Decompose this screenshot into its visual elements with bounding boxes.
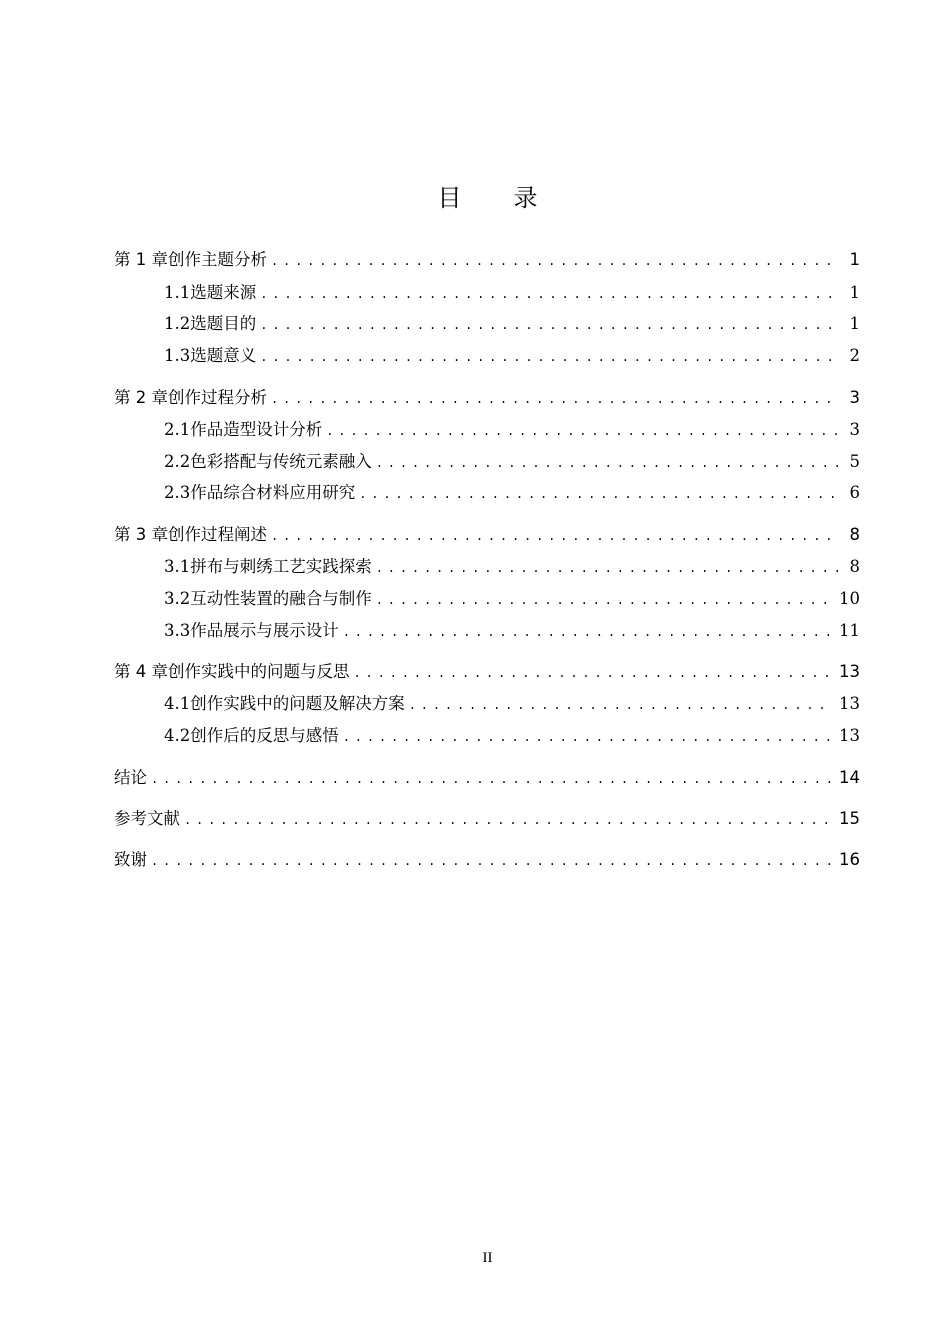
toc-entry-page: 3 [849, 388, 860, 407]
toc-entry-title: 作品造型设计分析 [190, 420, 323, 439]
toc-entry-number: 4.1 [164, 694, 191, 713]
toc-entry-page: 1 [849, 283, 860, 302]
toc-entry-page: 15 [839, 809, 860, 828]
toc-entry-title: 致谢 [114, 850, 147, 869]
toc-dot-leader [376, 451, 840, 475]
toc-entry-number: 3.3 [164, 621, 191, 640]
toc-section-entry[interactable] [114, 481, 860, 505]
toc-entry-title: 创作实践中的问题与反思 [168, 662, 350, 681]
toc-entry-title: 创作过程分析 [168, 388, 267, 407]
toc-dot-leader [260, 313, 840, 337]
toc-entry-number: 2.3 [164, 483, 191, 502]
toc-dot-leader [271, 249, 840, 273]
toc-entry-number: 4.2 [164, 726, 191, 745]
toc-entry-page: 6 [849, 483, 860, 502]
toc-entry-page: 8 [849, 525, 860, 544]
toc-chapter-entry[interactable] [114, 848, 860, 872]
toc-entry-page: 1 [849, 250, 860, 269]
toc-entry-title: 互动性装置的融合与制作 [190, 589, 372, 608]
toc-entry-title: 选题意义 [190, 346, 257, 365]
toc-entry-page: 13 [839, 726, 860, 745]
toc-section-entry[interactable] [114, 450, 860, 474]
toc-chapter-entry[interactable] [114, 386, 860, 410]
toc-chapter-entry[interactable] [114, 766, 860, 790]
toc-section-entry[interactable] [114, 418, 860, 442]
toc-dot-leader [359, 482, 840, 506]
toc-section-entry[interactable] [114, 344, 860, 368]
toc-entry-title: 色彩搭配与传统元素融入 [190, 452, 372, 471]
toc-entry-page: 1 [849, 314, 860, 333]
toc-entry-title: 创作后的反思与感悟 [190, 726, 339, 745]
toc-entry-title: 参考文献 [114, 809, 180, 828]
toc-entry-page: 10 [839, 589, 860, 608]
toc-entry-number: 第 1 章 [114, 250, 168, 269]
toc-dot-leader [151, 849, 833, 873]
toc-chapter-entry[interactable] [114, 523, 860, 547]
toc-dot-leader [260, 345, 840, 369]
toc-dot-leader [151, 767, 833, 791]
toc-entry-number: 2.1 [164, 420, 191, 439]
toc-entry-page: 3 [849, 420, 860, 439]
toc-entry-title: 拼布与刺绣工艺实践探索 [190, 557, 372, 576]
toc-dot-leader [409, 693, 833, 717]
toc-entry-title: 创作主题分析 [168, 250, 267, 269]
toc-section-entry[interactable] [114, 724, 860, 748]
toc-chapter-entry[interactable] [114, 807, 860, 831]
toc-entry-page: 13 [839, 662, 860, 681]
toc-entry-page: 13 [839, 694, 860, 713]
toc-entry-number: 3.1 [164, 557, 191, 576]
toc-dot-leader [376, 556, 840, 580]
toc-section-entry[interactable] [114, 692, 860, 716]
toc-section-entry[interactable] [114, 555, 860, 579]
toc-heading [0, 178, 950, 213]
toc-chapter-entry[interactable] [114, 248, 860, 272]
toc-entry-page: 2 [849, 346, 860, 365]
toc-entry-title: 创作实践中的问题及解决方案 [190, 694, 405, 713]
toc-entry-page: 5 [849, 452, 860, 471]
toc-dot-leader [271, 387, 840, 411]
toc-heading-char-2: 录 [513, 184, 538, 212]
toc-entry-title: 选题来源 [190, 283, 257, 302]
toc-entry-number: 1.1 [164, 283, 191, 302]
toc-dot-leader [271, 524, 840, 548]
toc-chapter-entry[interactable] [114, 660, 860, 684]
toc-entry-number: 第 2 章 [114, 388, 168, 407]
toc-entry-number: 3.2 [164, 589, 191, 608]
toc-dot-leader [343, 725, 833, 749]
toc-entry-page: 16 [839, 850, 860, 869]
toc-dot-leader [354, 661, 834, 685]
toc-entry-page: 14 [839, 768, 860, 787]
toc-entry-title: 创作过程阐述 [168, 525, 267, 544]
toc-entry-title: 选题目的 [190, 314, 257, 333]
toc-entry-number: 1.3 [164, 346, 191, 365]
toc-dot-leader [326, 419, 840, 443]
footer-page-number: II [482, 1250, 493, 1266]
toc-entry-page: 11 [839, 621, 860, 640]
toc-entry-number: 1.2 [164, 314, 191, 333]
toc-dot-leader [376, 588, 833, 612]
toc-section-entry[interactable] [114, 312, 860, 336]
toc-dot-leader [260, 282, 840, 306]
toc-dot-leader [343, 620, 833, 644]
toc-entry-title: 作品展示与展示设计 [190, 621, 339, 640]
toc-entry-title: 作品综合材料应用研究 [190, 483, 356, 502]
toc-section-entry[interactable] [114, 619, 860, 643]
toc-dot-leader [184, 808, 833, 832]
toc-heading-char-1: 目 [437, 184, 462, 212]
toc-section-entry[interactable] [114, 587, 860, 611]
toc-entry-number: 第 3 章 [114, 525, 168, 544]
toc-entry-number: 2.2 [164, 452, 191, 471]
toc-entry-number: 第 4 章 [114, 662, 168, 681]
toc-section-entry[interactable] [114, 281, 860, 305]
toc-entry-page: 8 [849, 557, 860, 576]
toc-entry-title: 结论 [114, 768, 147, 787]
